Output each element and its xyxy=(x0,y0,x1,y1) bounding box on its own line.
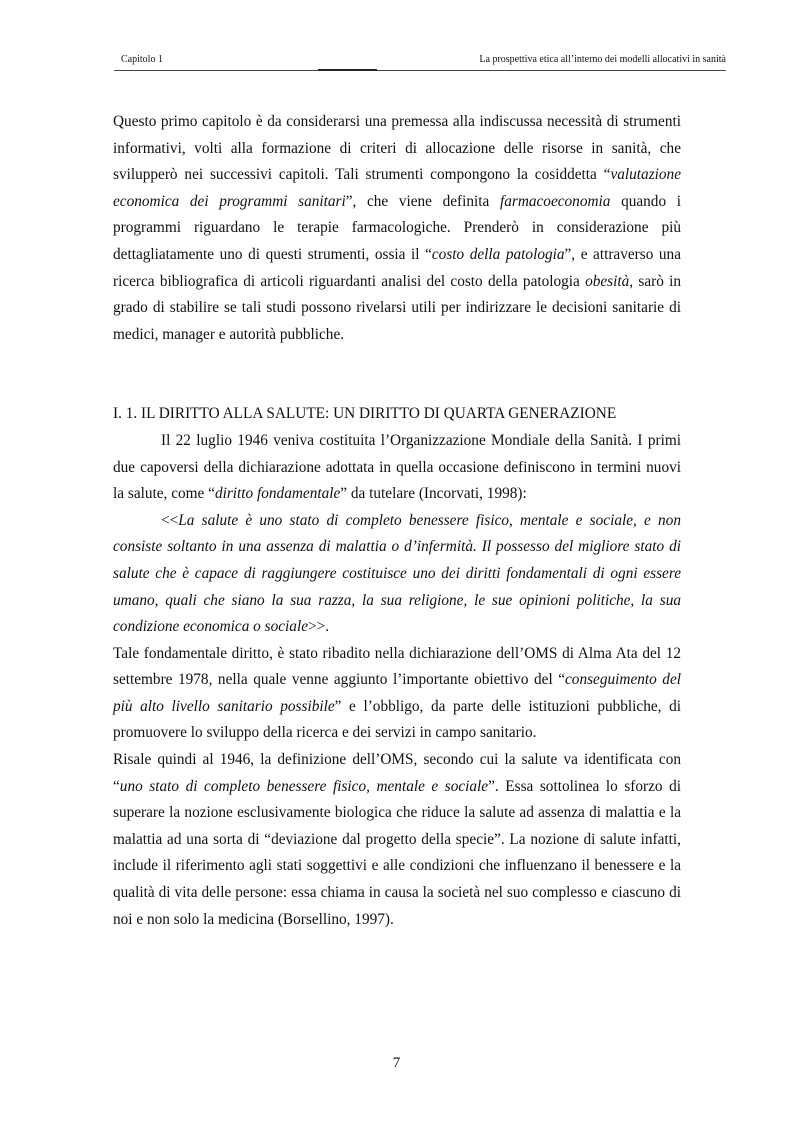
body-text xyxy=(113,109,681,933)
header-rule xyxy=(114,70,726,71)
header-title: La prospettiva etica all’interno dei modelli allocativi in sanità xyxy=(479,54,726,65)
section-heading: I. 1. IL DIRITTO ALLA SALUTE: UN DIRITTO DI QUARTA GENERAZIONE xyxy=(113,405,617,423)
page-number: 7 xyxy=(392,1055,401,1071)
header-chapter: Capitolo 1 xyxy=(121,54,163,65)
paragraph-who-definition: Risale quindi al 1946, la definizione dell’OMS, secondo cui la salute va identificata con “uno stato di completo benessere fisico, mentale e sociale”. Essa sottolinea lo sforzo di superare la nozione esclusivamente biologica che riduce la salute ad assenza di malattia e la malattia ad una sorta di “deviazione dal progetto della specie”. La nozione di salute infatti, include il riferimento agli stati soggettivi e alle condizioni che influenzano il benessere e la qualità di vita delle persone: essa chiama in causa la società nel suo complesso e ciascuno di noi e non solo la medicina (Borsellino, 1997). xyxy=(113,751,682,928)
who-quote: <<La salute è uno stato di completo benessere fisico, mentale e sociale, e non consiste soltanto in una assenza di malattia o d’infermità. Il possesso del migliore stato di salute che è capace di raggiungere costituisce uno dei diritti fondamentali di ogni essere umano, quali che siano la sua razza, la sua religione, le sue opinioni politiche, la sua condizione economica o sociale>>. xyxy=(113,511,681,636)
intro-paragraph: Questo primo capitolo è da considerarsi una premessa alla indiscussa necessità di strumenti informativi, volti alla formazione di criteri di allocazione delle risorse in sanità, che svilupperò nei successivi capitoli. Tali strumenti compongono la cosiddetta “valutazione economica dei programmi sanitari”, che viene definita farmacoeconomia quando i programmi riguardano le terapie farmacologiche. Prenderò in considerazione più dettagliatamente uno di questi strumenti, ossia il “costo della patologia”, e attraverso una ricerca bibliografica di articoli riguardanti analisi del costo della patologia obesità, sarò in grado di stabilire se tali studi possono rivelarsi utili per indirizzare le decisioni sanitarie di medici, manager e autorità pubbliche. xyxy=(113,113,681,343)
paragraph-who-founding: Il 22 luglio 1946 veniva costituita l’Organizzazione Mondiale della Sanità. I primi due capoversi della dichiarazione adottata in quella occasione definiscono in termini nuovi la salute, come “diritto fondamentale” da tutelare (Incorvati, 1998): xyxy=(113,431,681,503)
running-header xyxy=(114,53,726,67)
paragraph-alma-ata: Tale fondamentale diritto, è stato ribadito nella dichiarazione dell’OMS di Alma Ata del 12 settembre 1978, nella quale venne aggiunto l’importante obiettivo del “conseguimento del più alto livello sanitario possibile” e l’obbligo, da parte delle istituzioni pubbliche, di promuovere lo sviluppo della ricerca e dei servizi in campo sanitario. xyxy=(113,644,681,742)
header-mark xyxy=(318,69,377,71)
